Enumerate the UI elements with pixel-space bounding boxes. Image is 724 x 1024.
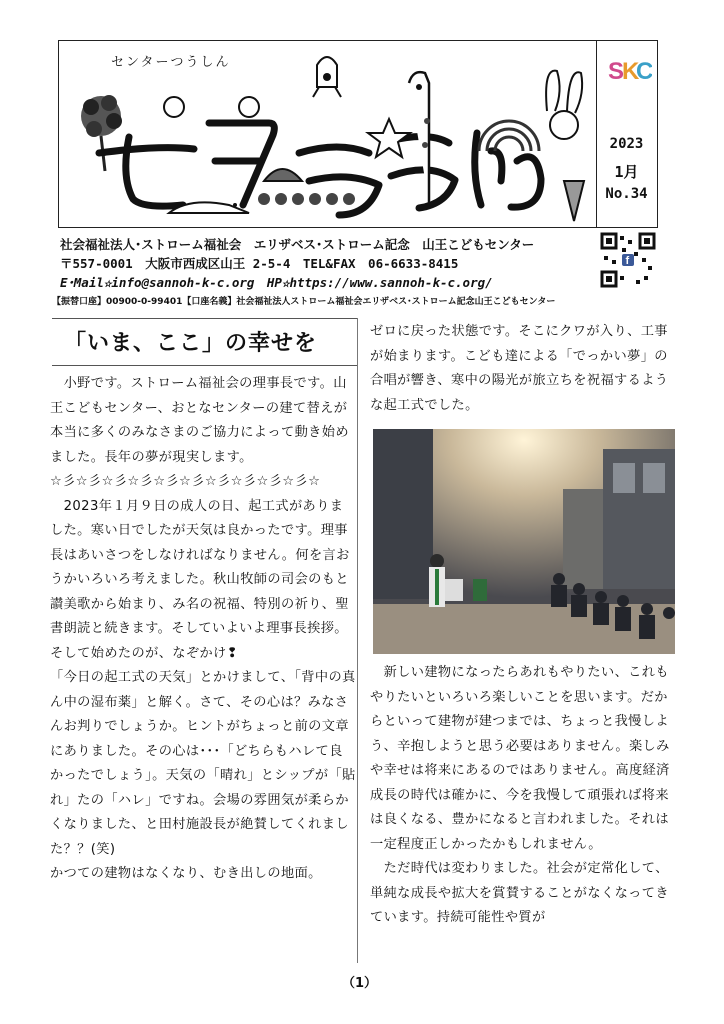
center-logo (602, 47, 652, 99)
masthead-issue-panel (596, 41, 657, 227)
paragraph: 2023年１月９日の成人の日、起工式がありました。寒い日でしたが天気は良かったです。理事長はあいさつをしなければなりません。何を言おうかいろいろ考えました。秋山牧師の司会のもと讃美歌から始まり、み名の祝福、特別の祈り、聖書朗読と続きます。そしていよいよ理事長挨拶。 (50, 498, 350, 636)
rainbow-icon (479, 121, 539, 151)
organization-name: 社会福祉法人･ストローム福祉会 エリザベス･ストローム記念 山王こどもセンター (60, 237, 535, 252)
issue-number: No.34 (605, 186, 648, 202)
paragraph: かつての建物はなくなり、むき出しの地面。 (50, 866, 322, 881)
rocket-icon (313, 57, 341, 97)
article-right-column-bottom (370, 661, 676, 931)
groundbreaking-ceremony-photo (373, 429, 675, 654)
face-drawings (164, 97, 259, 117)
paragraph: 新しい建物になったらあれもやりたい、これもやりたいといろいろ楽しいことを思います。だからといって建物が建つまでは、ちょっと我慢しよう、辛抱しようと思う必要はありません。楽しみや幸せは将来にあるのではありません。高度経済成長の時代は確かに、今を我慢して頑張れば将来は良くなる、豊かになると言われました。それは一定程度正しかったかもしれません。 (370, 665, 670, 852)
masthead-title-art (59, 41, 597, 227)
page-number: （1） (342, 976, 378, 991)
beads-decoration (258, 193, 355, 205)
star-icon (368, 119, 410, 157)
svg-text:K: K (622, 58, 640, 85)
decorative-star-line: ☆彡☆彡☆彡☆彡☆彡☆彡☆彡☆彡☆彡☆彡☆ (50, 474, 321, 489)
paragraph: 小野です。ストローム福祉会の理事長です。山王こどもセンター、おとなセンターの建て替えが本当に多くのみなさまのご協力によって動き始めました。長年の夢が現実します。 (50, 376, 349, 465)
column-divider (357, 318, 358, 963)
article-right-column-top (370, 320, 676, 418)
hedgehog-icon (264, 169, 302, 181)
svg-text:f: f (625, 255, 630, 267)
organization-address: 〒557-0001 大阪市西成区山王 2-5-4 TEL&FAX 06-6633-8415 (60, 256, 459, 271)
article-title: 「いま、ここ」の幸せを (64, 331, 318, 356)
carrot-icon (564, 181, 584, 221)
qr-code-icon (600, 232, 656, 288)
rabbit-icon (546, 71, 582, 139)
paragraph: そして始めたのが、なぞかけ❢ (50, 645, 239, 661)
svg-text:C: C (636, 58, 652, 85)
issue-month: 1月 (614, 163, 639, 181)
paragraph: ただ時代は変わりました。社会が定常化して、単純な成長や拡大を賞賛することがなくなってきています。持続可能性や質が (370, 861, 669, 925)
issue-year: 2023 (609, 136, 644, 152)
article-left-column (50, 372, 356, 887)
flower-icon (81, 95, 125, 171)
paragraph: ゼロに戻った状態です。そこにクワが入り、工事が始まります。こども達による「でっかい夢」の合唱が響き、寒中の陽光が旅立ちを祝福するような起工式でした。 (370, 324, 669, 413)
masthead (58, 40, 658, 228)
masthead-kana-title: センターつうしん (111, 55, 231, 70)
organization-contact: E･Mail☆info@sannoh-k-c.org HP☆https://www.sannoh-k-c.org/ (60, 275, 493, 290)
paragraph: 「今日の起工式の天気」とかけまして、「背中の真ん中の湿布薬」と解く。さて、その心は？みなさんお判りでしょうか。ヒントがちょっと前の文章にありました。その心は･･･「どちらもハレて良かったでしょう」。天気の「晴れ」とシップが「貼れ」たの「ハレ」ですね。会場の雰囲気が柔らかくなりました、と田村施設長が絶賛してくれました？？(笑) (50, 670, 356, 857)
svg-text:S: S (608, 58, 625, 85)
bank-account-info: 【振替口座】00900-0-99401【口座名義】社会福祉法人ストローム福祉会エリザベス･ストローム記念山王こどもセンター (52, 297, 556, 307)
